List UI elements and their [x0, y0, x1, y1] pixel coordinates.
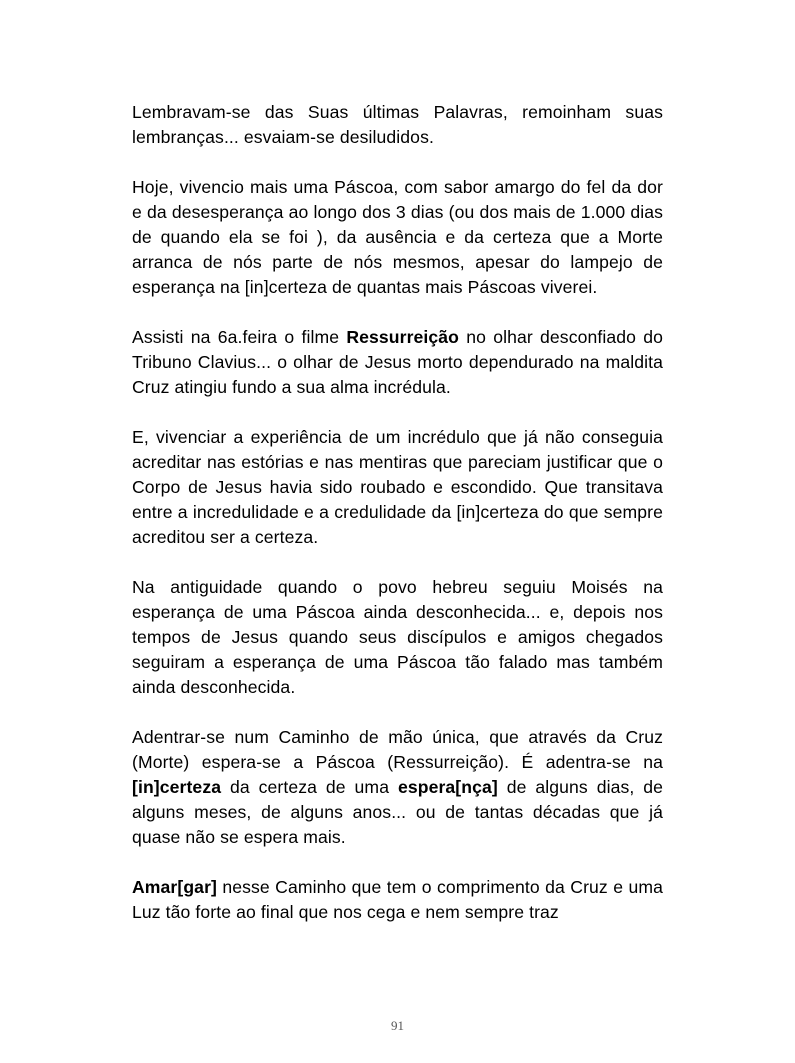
text-segment: Lembravam-se das Suas últimas Palavras, remoinham suas lembranças... esvaiam-se desiludidos.	[132, 102, 663, 147]
paragraph-5	[132, 575, 663, 700]
paragraph-2	[132, 175, 663, 300]
text-segment: Hoje, vivencio mais uma Páscoa, com sabor amargo do fel da dor e da desesperança ao longo dos 3 dias (ou dos mais de 1.000 dias de quando ela se foi ), da ausência e da certeza que a Morte arranca de nós parte de nós mesmos, apesar do lampejo de esperança na [in]certeza de quantas mais Páscoas viverei.	[132, 177, 663, 297]
bold-text-segment: Ressurreição	[346, 327, 460, 347]
paragraph-4	[132, 425, 663, 550]
bold-text-segment: espera[nça]	[397, 777, 498, 797]
text-segment: Adentrar-se num Caminho de mão única, que através da Cruz (Morte) espera-se a Páscoa (Ressurreição). É adentra-se na	[132, 727, 663, 772]
paragraph-1	[132, 100, 663, 150]
text-segment: nesse Caminho que tem o comprimento da Cruz e uma Luz tão forte ao final que nos cega e nem sempre traz	[132, 877, 663, 922]
text-segment: E, vivenciar a experiência de um incrédulo que já não conseguia acreditar nas estórias e nas mentiras que pareciam justificar que o Corpo de Jesus havia sido roubado e escondido. Que transitava entre a incredulidade e a credulidade da [in]certeza do que sempre acreditou ser a certeza.	[132, 427, 663, 547]
text-segment: Na antiguidade quando o povo hebreu seguiu Moisés na esperança de uma Páscoa ainda desconhecida... e, depois nos tempos de Jesus quando seus discípulos e amigos chegados seguiram a esperança de uma Páscoa tão falado mas também ainda desconhecida.	[132, 577, 663, 697]
paragraph-3	[132, 325, 663, 400]
document-body	[132, 100, 663, 950]
text-segment: Assisti na 6a.feira o filme	[132, 327, 347, 347]
paragraph-6	[132, 725, 663, 850]
bold-text-segment: Amar[gar]	[132, 877, 217, 897]
paragraph-7	[132, 875, 663, 925]
text-segment: da certeza de uma	[221, 777, 398, 797]
page-number: 91	[391, 1018, 404, 1033]
text-segment: no olhar desconfiado do Tribuno Clavius... o olhar de Jesus morto dependurado na maldita Cruz atingiu fundo a sua alma incrédula.	[132, 327, 663, 397]
bold-text-segment: [in]certeza	[132, 777, 222, 797]
text-segment: de alguns dias, de alguns meses, de alguns anos... ou de tantas décadas que já quase não se espera mais.	[132, 777, 663, 847]
